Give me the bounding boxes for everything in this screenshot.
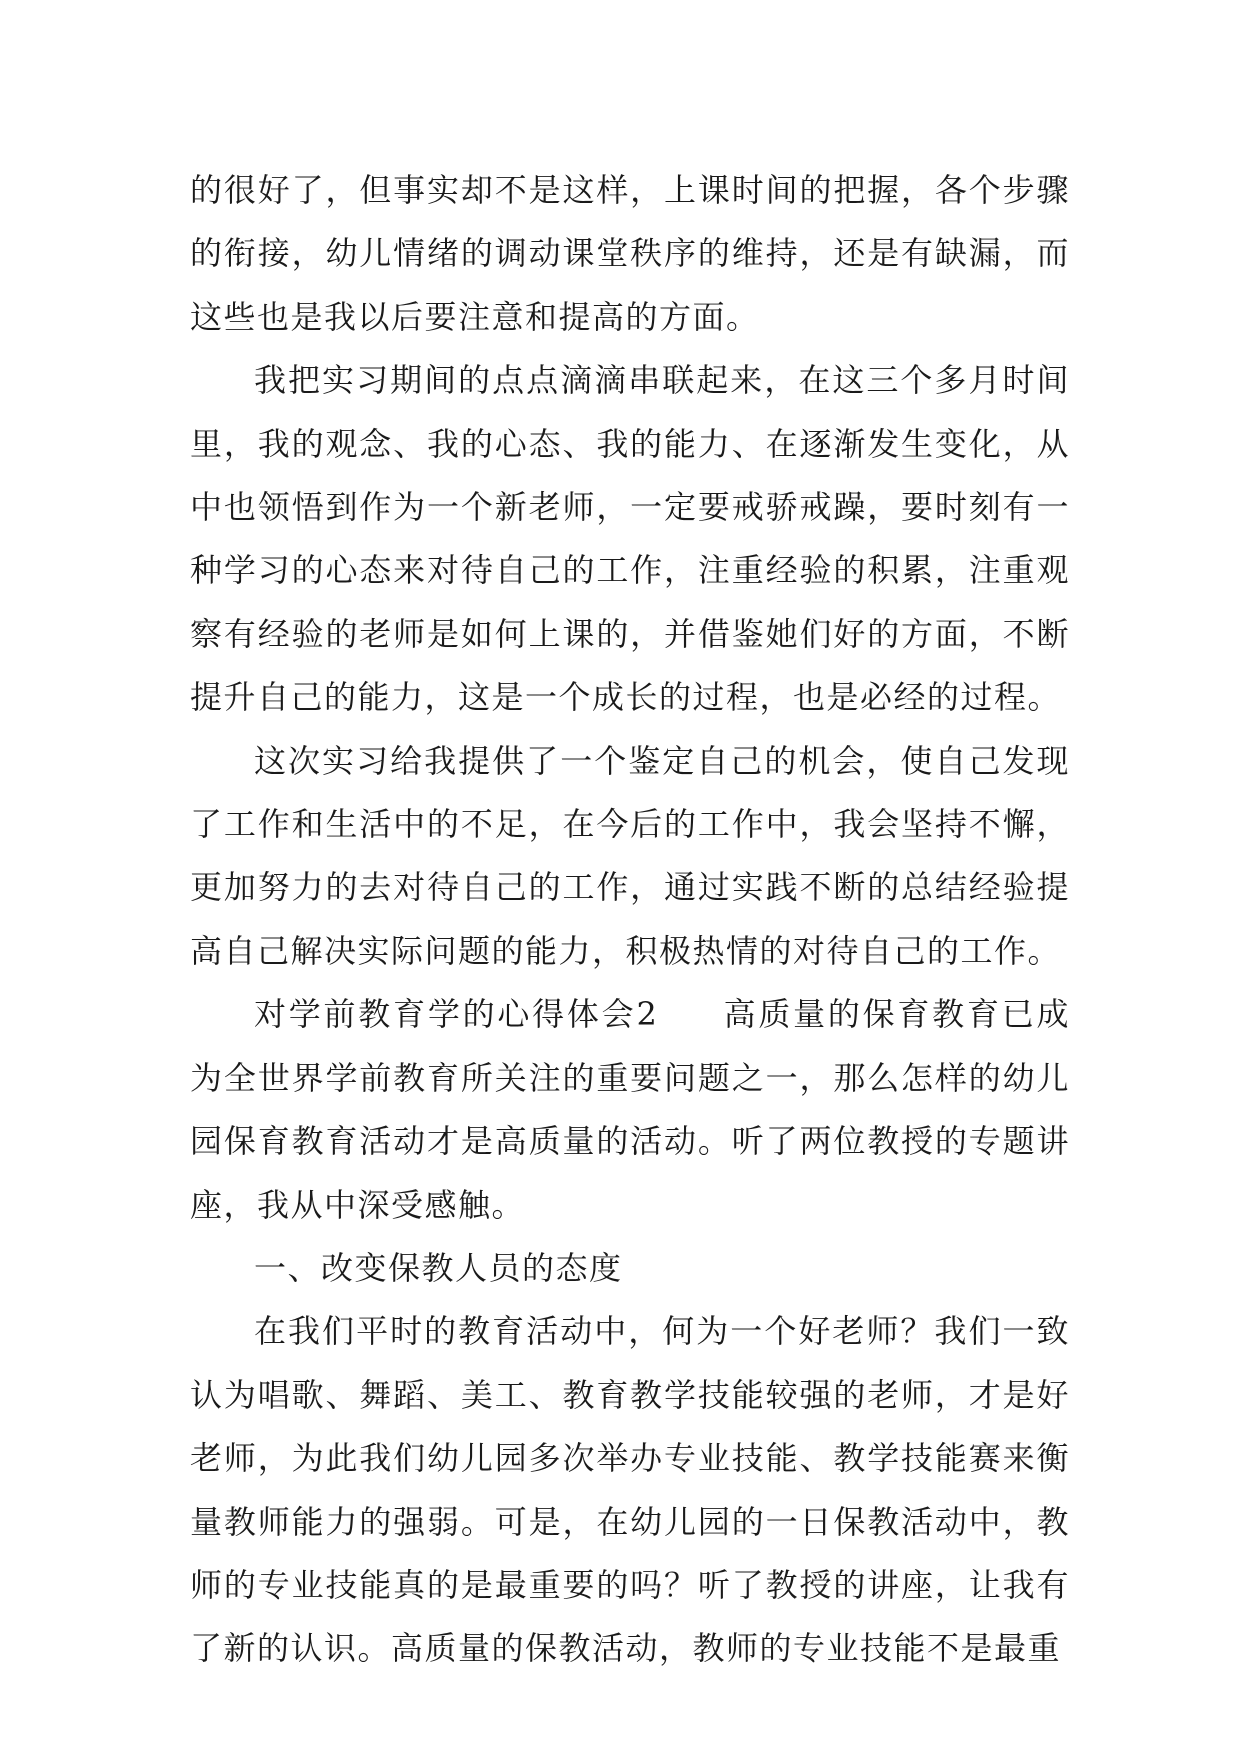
subheading-1-text: 一、改变保教人员的态度 <box>254 1248 623 1287</box>
paragraph-1-text: 的很好了，但事实却不是这样，上课时间的把握，各个步骤的衔接，幼儿情绪的调动课堂秩序的维持，还是有缺漏，而这些也是我以后要注意和提高的方面。 <box>190 171 1070 336</box>
paragraph-6 <box>190 1300 1070 1680</box>
paragraph-3-text: 这次实习给我提供了一个鉴定自己的机会，使自己发现了工作和生活中的不足，在今后的工作中，我会坚持不懈，更加努力的去对待自己的工作，通过实践不断的总结经验提高自己解决实际问题的能力，积极热情的对待自己的工作。 <box>190 741 1070 970</box>
subheading-1 <box>190 1237 1070 1300</box>
paragraph-3 <box>190 730 1070 984</box>
paragraph-4-text: 高质量的保育教育已成为全世界学前教育所关注的重要问题之一，那么怎样的幼儿园保育教育活动才是高质量的活动。听了两位教授的专题讲座，我从中深受感触。 <box>190 995 1070 1224</box>
paragraph-2-text: 我把实习期间的点点滴滴串联起来，在这三个多月时间里，我的观念、我的心态、我的能力、在逐渐发生变化，从中也领悟到作为一个新老师，一定要戒骄戒躁，要时刻有一种学习的心态来对待自己的工作，注重经验的积累，注重观察有经验的老师是如何上课的，并借鉴她们好的方面，不断提升自己的能力，这是一个成长的过程，也是必经的过程。 <box>190 361 1070 717</box>
paragraph-6-text: 在我们平时的教育活动中，何为一个好老师？我们一致认为唱歌、舞蹈、美工、教育教学技能较强的老师，才是好老师，为此我们幼儿园多次举办专业技能、教学技能赛来衡量教师能力的强弱。可是，在幼儿园的一日保教活动中，教师的专业技能真的是最重要的吗？听了教授的讲座，让我有了新的认识。高质量的保教活动，教师的专业技能不是最重 <box>190 1312 1070 1668</box>
section-heading: 对学前教育学的心得体会2 <box>254 995 659 1034</box>
paragraph-1 <box>190 159 1070 349</box>
document-body <box>190 159 1070 1681</box>
paragraph-2 <box>190 349 1070 729</box>
paragraph-4 <box>190 983 1070 1237</box>
